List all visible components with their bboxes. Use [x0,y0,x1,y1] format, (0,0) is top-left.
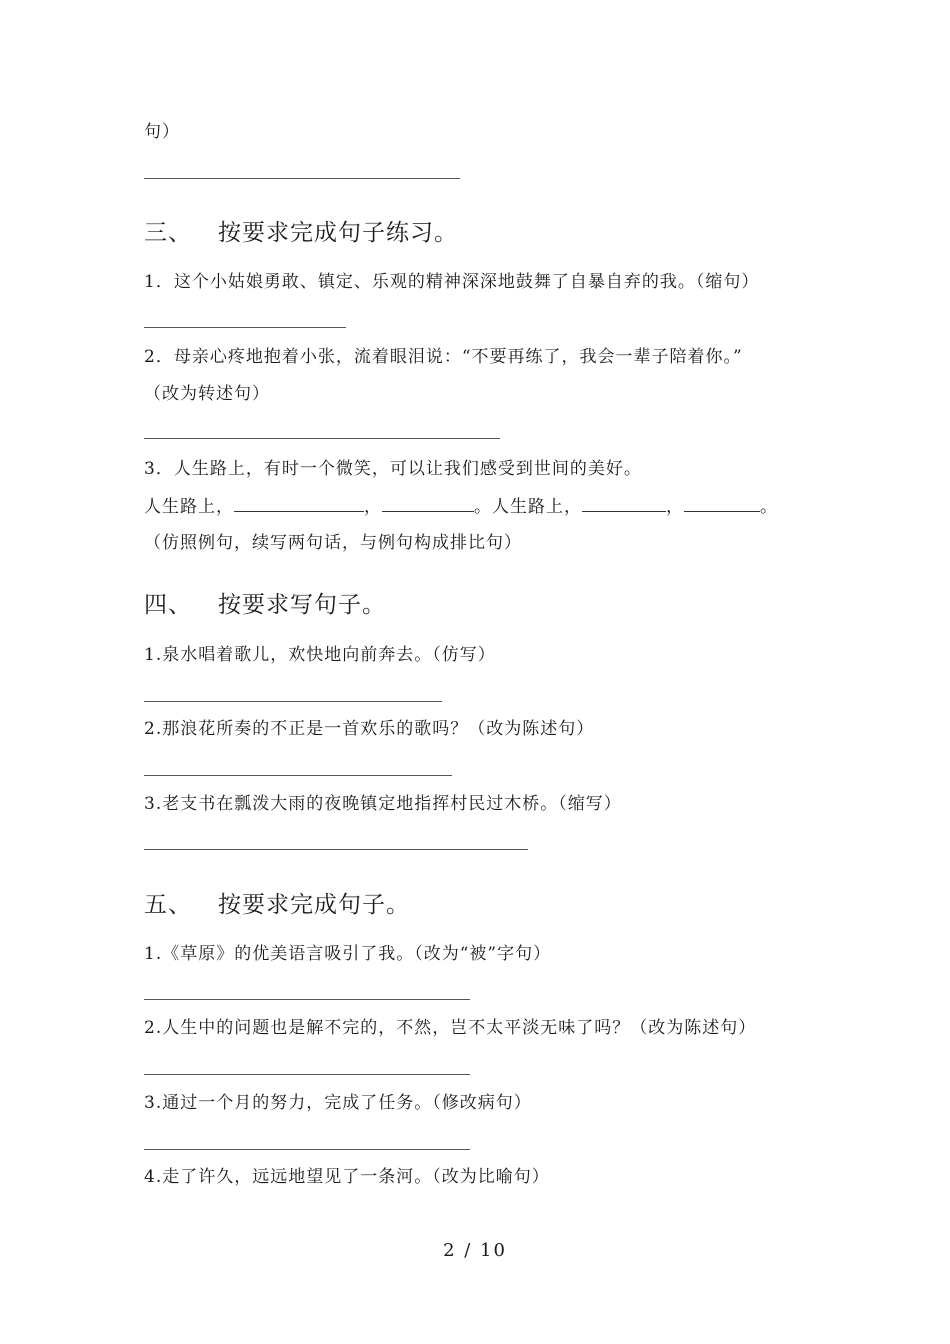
question-5-4: 4.走了许久，远远地望见了一条河。（改为比喻句） [144,1167,550,1187]
question-3-2-line1: 2．母亲心疼地抱着小张，流着眼泪说：“不要再练了，我会一辈子陪着你。” [144,347,743,367]
section-number: 四、 [144,592,192,618]
fill-text: ， [364,497,382,517]
fill-text: 人生路上， [144,497,234,517]
answer-line [144,178,460,179]
question-4-3: 3.老支书在瓢泼大雨的夜晚镇定地指挥村民过木桥。（缩写） [144,794,622,814]
fill-blank[interactable] [684,495,760,512]
question-4-1: 1.泉水唱着歌儿，欢快地向前奔去。（仿写） [144,645,496,665]
answer-line [144,775,452,776]
section-heading-5 [144,890,410,920]
answer-line [144,1074,470,1075]
question-3-2-line2: （改为转述句） [144,384,270,404]
answer-line [144,999,470,1000]
answer-line [144,701,442,702]
question-3-3: 3．人生路上，有时一个微笑，可以让我们感受到世间的美好。 [144,459,642,479]
section-heading-4 [144,590,386,620]
answer-line [144,438,500,439]
question-5-1: 1.《草原》的优美语言吸引了我。（改为“被”字句） [144,944,552,964]
answer-line [144,1149,470,1150]
answer-line [144,327,346,328]
question-3-3-note: （仿照例句，续写两句话，与例句构成排比句） [144,533,522,553]
section-title: 按要求完成句子。 [218,892,410,918]
question-3-3-fill [144,495,778,518]
fill-text: 。人生路上， [474,497,582,517]
fill-blank[interactable] [382,495,474,512]
section-title: 按要求完成句子练习。 [218,220,458,246]
section-number: 五、 [144,892,192,918]
fill-blank[interactable] [582,495,666,512]
fill-text: 。 [760,497,778,517]
continuation-text: 句） [144,122,180,142]
question-4-2: 2.那浪花所奏的不正是一首欢乐的歌吗？（改为陈述句） [144,719,595,739]
section-title: 按要求写句子。 [218,592,386,618]
page-number: 2 / 10 [443,1240,507,1261]
section-number: 三、 [144,220,192,246]
question-5-2: 2.人生中的问题也是解不完的，不然，岂不太平淡无味了吗？（改为陈述句） [144,1018,757,1038]
question-3-1: 1．这个小姑娘勇敢、镇定、乐观的精神深深地鼓舞了自暴自弃的我。（缩句） [144,272,760,292]
fill-blank[interactable] [234,495,364,512]
section-heading-3 [144,218,458,248]
fill-text: ， [666,497,684,517]
answer-line [144,849,528,850]
question-5-3: 3.通过一个月的努力，完成了任务。（修改病句） [144,1093,532,1113]
